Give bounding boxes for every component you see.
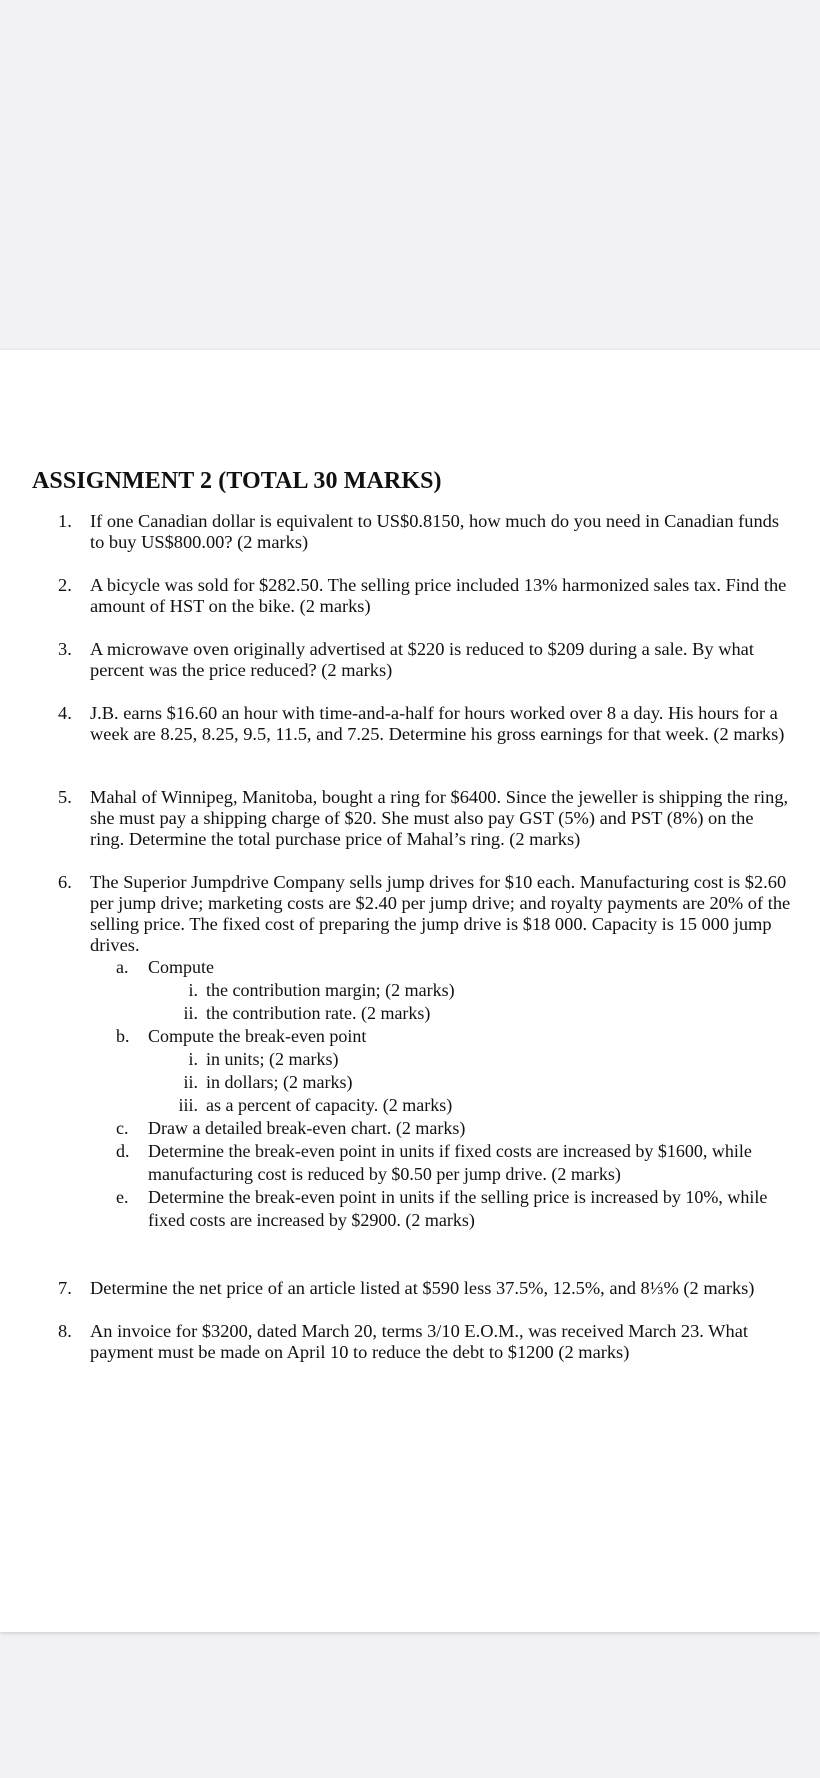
part-label: d. bbox=[116, 1141, 130, 1161]
part-label: a. bbox=[116, 957, 129, 977]
part-label: e. bbox=[116, 1187, 129, 1207]
q6-part-b-iii bbox=[32, 1094, 792, 1117]
question-number: 5. bbox=[58, 787, 72, 807]
question-number: 2. bbox=[58, 575, 72, 595]
subpart-label: ii. bbox=[183, 1003, 198, 1023]
question-number: 3. bbox=[58, 639, 72, 659]
q6-part-d bbox=[32, 1140, 792, 1186]
question-3 bbox=[32, 639, 792, 681]
subpart-text: the contribution rate. (2 marks) bbox=[206, 1003, 431, 1023]
subpart-label: i. bbox=[188, 1049, 198, 1069]
subpart-text: in units; (2 marks) bbox=[206, 1049, 339, 1069]
question-6 bbox=[32, 872, 792, 956]
assignment-title: ASSIGNMENT 2 (TOTAL 30 MARKS) bbox=[32, 468, 442, 494]
q6-part-b-ii bbox=[32, 1071, 792, 1094]
question-text: Determine the net price of an article listed at $590 less 37.5%, 12.5%, and 8⅓% (2 marks) bbox=[90, 1278, 755, 1298]
q6-part-c bbox=[32, 1117, 792, 1140]
question-number: 8. bbox=[58, 1321, 72, 1341]
q6-part-e bbox=[32, 1186, 792, 1232]
part-text: Draw a detailed break-even chart. (2 marks) bbox=[148, 1118, 466, 1138]
question-text: A microwave oven originally advertised at $220 is reduced to $209 during a sale. By what percent was the price reduced? (2 marks) bbox=[90, 639, 754, 680]
document-page bbox=[0, 350, 820, 1632]
q6-part-a bbox=[32, 956, 792, 979]
subpart-text: the contribution margin; (2 marks) bbox=[206, 980, 455, 1000]
question-number: 1. bbox=[58, 511, 72, 531]
question-text: An invoice for $3200, dated March 20, terms 3/10 E.O.M., was received March 23. What payment must be made on April 10 to reduce the debt to $1200 (2 marks) bbox=[90, 1321, 748, 1362]
question-text: Mahal of Winnipeg, Manitoba, bought a ring for $6400. Since the jeweller is shipping the ring, she must pay a shipping charge of $20. She must also pay GST (5%) and PST (8%) on the ring. Determine the total purchase price of Mahal’s ring. (2 marks) bbox=[90, 787, 789, 849]
question-8 bbox=[32, 1321, 792, 1363]
subpart-label: iii. bbox=[178, 1095, 198, 1115]
question-text: The Superior Jumpdrive Company sells jump drives for $10 each. Manufacturing cost is $2.60 per jump drive; marketing costs are $2.40 per jump drive; and royalty payments are 20% of the selling price. The fixed cost of preparing the jump drive is $18 000. Capacity is 15 000 jump drives. bbox=[90, 872, 791, 955]
question-7 bbox=[32, 1278, 792, 1299]
assignment-content bbox=[32, 468, 792, 1363]
question-2 bbox=[32, 575, 792, 617]
q6-part-a-ii bbox=[32, 1002, 792, 1025]
part-text: Compute bbox=[148, 957, 214, 977]
question-4 bbox=[32, 703, 792, 745]
part-label: c. bbox=[116, 1118, 129, 1138]
subpart-label: i. bbox=[188, 980, 198, 1000]
question-number: 6. bbox=[58, 872, 72, 892]
q6-part-b-i bbox=[32, 1048, 792, 1071]
question-number: 4. bbox=[58, 703, 72, 723]
q6-part-b bbox=[32, 1025, 792, 1048]
part-text: Determine the break-even point in units if the selling price is increased by 10%, while fixed costs are increased by $2900. (2 marks) bbox=[148, 1187, 768, 1230]
question-text: A bicycle was sold for $282.50. The selling price included 13% harmonized sales tax. Find the amount of HST on the bike. (2 marks) bbox=[90, 575, 787, 616]
part-label: b. bbox=[116, 1026, 130, 1046]
question-1 bbox=[32, 511, 792, 553]
subpart-text: in dollars; (2 marks) bbox=[206, 1072, 353, 1092]
question-text: J.B. earns $16.60 an hour with time-and-a-half for hours worked over 8 a day. His hours for a week are 8.25, 8.25, 9.5, 11.5, and 7.25. Determine his gross earnings for that week. (2 marks) bbox=[90, 703, 785, 744]
question-text: If one Canadian dollar is equivalent to US$0.8150, how much do you need in Canadian funds to buy US$800.00? (2 marks) bbox=[90, 511, 780, 552]
subpart-text: as a percent of capacity. (2 marks) bbox=[206, 1095, 453, 1115]
subpart-label: ii. bbox=[183, 1072, 198, 1092]
part-text: Compute the break-even point bbox=[148, 1026, 367, 1046]
question-number: 7. bbox=[58, 1278, 72, 1298]
part-text: Determine the break-even point in units if fixed costs are increased by $1600, while manufacturing cost is reduced by $0.50 per jump drive. (2 marks) bbox=[148, 1141, 752, 1184]
q6-part-a-i bbox=[32, 979, 792, 1002]
question-5 bbox=[32, 787, 792, 850]
